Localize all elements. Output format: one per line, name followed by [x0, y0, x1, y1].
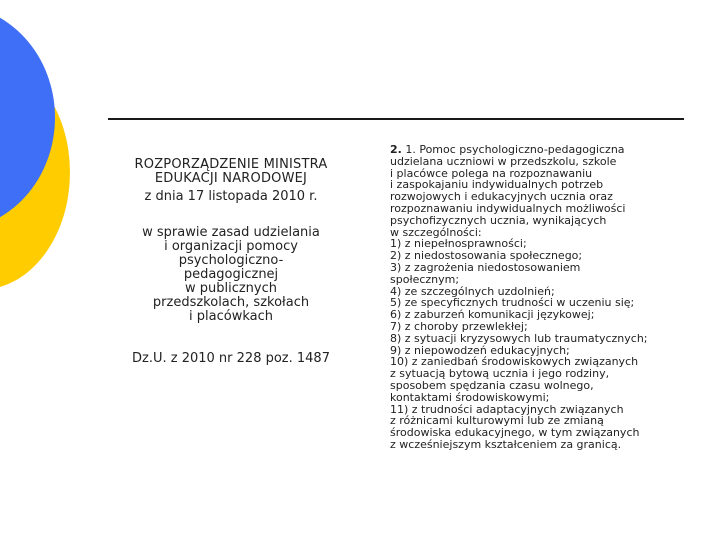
paragraph-line: 3) z zagrożenia niedostosowaniem [390, 260, 581, 274]
regulation-date: z dnia 17 listopada 2010 r. [144, 189, 318, 204]
paragraph-line: w szczególności: [390, 225, 482, 239]
paragraph-line: 6) z zaburzeń komunikacji językowej; [390, 308, 595, 322]
paragraph-line: 2) z niedostosowania społecznego; [390, 249, 583, 263]
paragraph-line: kontaktami środowiskowymi; [390, 390, 550, 404]
paragraph-line: 1) z niepełnosprawności; [390, 237, 527, 251]
paragraph-line: społecznym; [390, 272, 460, 286]
paragraph-line: z różnicami kulturowymi lub ze zmianą [390, 414, 604, 428]
paragraph-line: i zaspokajaniu indywidualnych potrzeb [390, 178, 604, 192]
paragraph-line: 10) z zaniedbań środowiskowych związanych [390, 355, 639, 369]
paragraph-line: rozpoznawaniu indywidualnych możliwości [390, 201, 626, 215]
paragraph-line: i placówce polega na rozpoznawaniu [390, 166, 593, 180]
paragraph-line: 4) ze szczególnych uzdolnień; [390, 284, 555, 298]
regulation-subject: w sprawie zasad udzielania i organizacji pomocy psychologiczno- pedagogicznej w publicznych przedszkolach, szkołach i placówkach [142, 225, 320, 324]
paragraph-line: 5) ze specyficznych trudności w uczeniu się; [390, 296, 635, 310]
paragraph-text [390, 144, 690, 451]
paragraph-line: 9) z niepowodzeń edukacyjnych; [390, 343, 570, 357]
paragraph-line: 11) z trudności adaptacyjnych związanych [390, 402, 624, 416]
paragraph-lines [390, 156, 690, 451]
paragraph-line: 7) z choroby przewlekłej; [390, 319, 528, 333]
regulation-title: ROZPORZĄDZENIE MINISTRA EDUKACJI NARODOWEJ [134, 157, 328, 186]
paragraph-line: udzielana uczniowi w przedszkolu, szkole [390, 154, 617, 168]
paragraph-line: rozwojowych i edukacyjnych ucznia oraz [390, 190, 613, 204]
paragraph-line: środowiska edukacyjnego, w tym związanych [390, 426, 640, 440]
paragraph-number: 2. [390, 143, 402, 156]
paragraph-line: z sytuacją bytową ucznia i jego rodziny, [390, 367, 610, 381]
regulation-header [112, 158, 350, 366]
paragraph-line: 8) z sytuacji kryzysowych lub traumatycznych; [390, 331, 648, 345]
paragraph-line: z wcześniejszym kształceniem za granicą. [390, 437, 622, 451]
horizontal-rule [108, 118, 684, 120]
journal-reference: Dz.U. z 2010 nr 228 poz. 1487 [132, 351, 330, 366]
paragraph-line: sposobem spędzania czasu wolnego, [390, 378, 594, 392]
paragraph-intro: 1. Pomoc psychologiczno-pedagogiczna [401, 143, 625, 156]
paragraph-line: psychofizycznych ucznia, wynikających [390, 213, 607, 227]
